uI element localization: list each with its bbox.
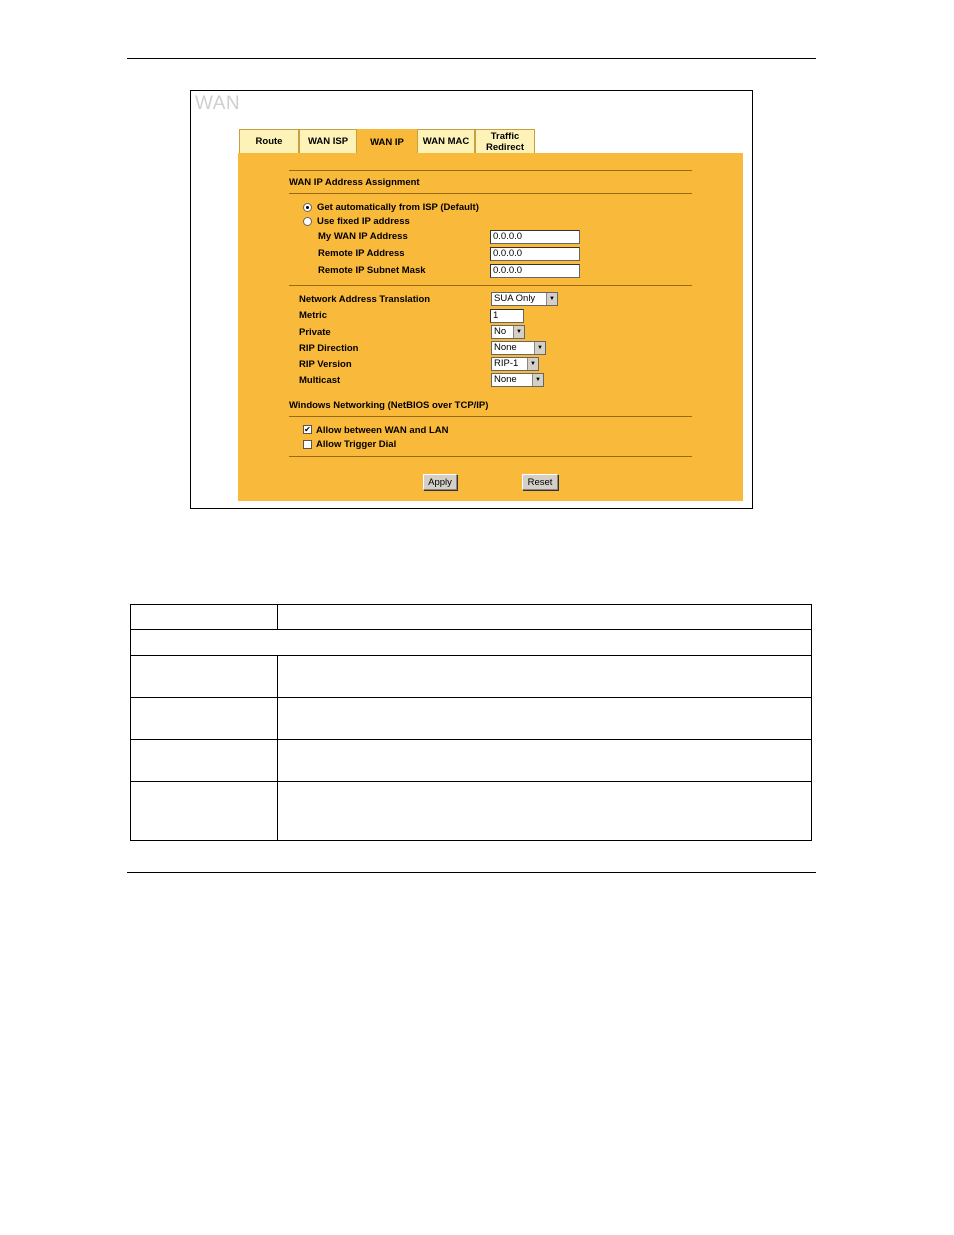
label-remote-ip: Remote IP Address (318, 248, 405, 259)
top-rule (127, 58, 816, 59)
chevron-down-icon: ▼ (532, 374, 543, 386)
section-netbios: Windows Networking (NetBIOS over TCP/IP) (289, 400, 489, 411)
divider (289, 285, 692, 286)
table-column-divider (277, 605, 278, 629)
divider (289, 416, 692, 417)
reset-button[interactable]: Reset (522, 474, 558, 490)
table-row-line (131, 655, 811, 656)
label-fixed-ip: Use fixed IP address (317, 216, 410, 227)
private-select[interactable]: No ▼ (491, 325, 525, 339)
remote-ip-input[interactable]: 0.0.0.0 (490, 247, 580, 261)
rip-version-select[interactable]: RIP-1 ▼ (491, 357, 539, 371)
divider (289, 456, 692, 457)
my-wan-ip-input[interactable]: 0.0.0.0 (490, 230, 580, 244)
radio-fixed-ip[interactable] (303, 217, 312, 226)
label-remote-mask: Remote IP Subnet Mask (318, 265, 426, 276)
section-ip-assignment: WAN IP Address Assignment (289, 177, 420, 188)
chevron-down-icon: ▼ (534, 342, 545, 354)
metric-input[interactable]: 1 (490, 309, 524, 323)
tab-traffic-redirect[interactable]: Traffic Redirect (475, 129, 535, 153)
multicast-select[interactable]: None ▼ (491, 373, 544, 387)
table-row-line (131, 629, 811, 630)
label-multicast: Multicast (299, 375, 341, 386)
tab-wan-ip[interactable]: WAN IP (357, 129, 417, 154)
tab-wan-mac[interactable]: WAN MAC (417, 129, 475, 153)
divider (289, 193, 692, 194)
nat-select[interactable]: SUA Only ▼ (491, 292, 558, 306)
label-rip-version: RIP Version (299, 359, 352, 370)
description-table (130, 604, 812, 841)
bottom-rule (127, 872, 816, 873)
radio-auto-isp[interactable] (303, 203, 312, 212)
page-title: WAN (195, 93, 241, 114)
label-rip-direction: RIP Direction (299, 343, 359, 354)
label-auto-isp: Get automatically from ISP (Default) (317, 202, 479, 213)
chevron-down-icon: ▼ (546, 293, 557, 305)
apply-button[interactable]: Apply (423, 474, 457, 490)
tab-route[interactable]: Route (239, 129, 299, 153)
label-nat: Network Address Translation (299, 294, 431, 305)
label-private: Private (299, 327, 331, 338)
checkbox-allow-wan-lan[interactable]: ✔ (304, 425, 311, 434)
table-row-line (131, 781, 811, 782)
chevron-down-icon: ▼ (513, 326, 524, 338)
chevron-down-icon: ▼ (527, 358, 538, 370)
checkbox-allow-trigger-dial[interactable] (303, 440, 312, 449)
label-allow-wan-lan: Allow between WAN and LAN (316, 425, 449, 436)
label-my-wan-ip: My WAN IP Address (318, 231, 408, 242)
table-row-line (131, 697, 811, 698)
remote-mask-input[interactable]: 0.0.0.0 (490, 264, 580, 278)
tab-wan-isp[interactable]: WAN ISP (299, 129, 357, 153)
wan-screenshot-frame (190, 90, 753, 509)
label-allow-trigger-dial: Allow Trigger Dial (316, 439, 397, 450)
rip-direction-select[interactable]: None ▼ (491, 341, 546, 355)
table-column-divider (277, 655, 278, 841)
table-row-line (131, 739, 811, 740)
label-metric: Metric (299, 310, 327, 321)
divider (289, 170, 692, 171)
